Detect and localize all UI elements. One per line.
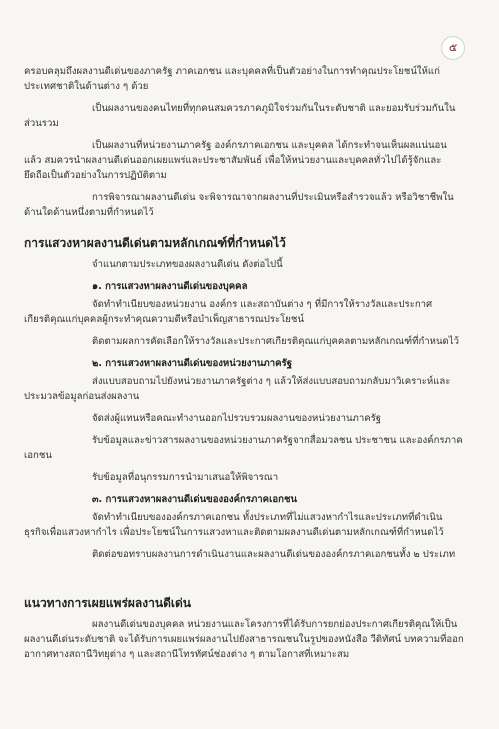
person-paragraph-2: ติดตามผลการคัดเลือกให้รางวัลและประกาศเกียรติคุณแก่บุคคลตามหลักเกณฑ์ที่กำหนดไว้ (92, 336, 459, 347)
subheading-person: ๑. การแสวงหาผลงานดีเด่นของบุคคล (92, 281, 248, 292)
dissemination-paragraph: ผลงานดีเด่นของบุคคล หน่วยงานและโครงการที่ได้รับการยกย่องประกาศเกียรติคุณให้เป็นผลงานดีเด่นระดับชาติ จะได้รับการเผยแพร่ผลงานไปยังสาธารณชนในรูปของหนังสือ วีดิทัศน์ บทความที่ออกอากาศทางสถานีวิทยุต่าง ๆ และสถานีโทรทัศน์ช่องต่าง ๆ ตามโอกาสที่เหมาะสม (24, 619, 464, 660)
spacer (24, 569, 464, 580)
top-paragraph-3: เป็นผลงานที่หน่วยงานภาครัฐ องค์กรภาคเอกชน และบุคคล ได้กระทำจนเห็นผลแน่นอนแล้ว สมควรนำผลงานดีเด่นออกเผยแพร่และประชาสัมพันธ์ เพื่อให้หน่วยงานและบุคคลทั่วไปได้รู้จักและยึดถือเป็นตัวอย่างในการปฏิบัติตาม (24, 140, 447, 181)
top-paragraph-2: เป็นผลงานของคนไทยที่ทุกคนสมควรภาคภูมิใจร่วมกันในระดับชาติ และยอมรับร่วมกันในส่วนรวม (24, 103, 456, 129)
government-paragraph-3: รับข้อมูลและข่าวสารผลงานของหน่วยงานภาครัฐจากสื่อมวลชน ประชาชน และองค์กรภาคเอกชน (24, 435, 463, 461)
section-intro: จำแนกตามประเภทของผลงานดีเด่น ดังต่อไปนี้ (92, 259, 283, 270)
subheading-private: ๓. การแสวงหาผลงานดีเด่นขององค์กรภาคเอกชน (92, 494, 298, 505)
document-content (24, 64, 464, 669)
government-paragraph-2: จัดส่งผู้แทนหรือคณะทำงานออกไปรวบรวมผลงานของหน่วยงานภาครัฐ (92, 413, 382, 424)
subheading-government: ๒. การแสวงหาผลงานดีเด่นของหน่วยงานภาครัฐ (92, 358, 293, 369)
government-paragraph-4: รับข้อมูลที่อนุกรรมการนำมาเสนอให้พิจารณา (92, 472, 279, 483)
government-paragraph-1: ส่งแบบสอบถามไปยังหน่วยงานภาครัฐต่าง ๆ แล้วให้ส่งแบบสอบถามกลับมาวิเคราะห์และประมวลข้อมูลก่อนส่งผลงาน (24, 376, 451, 402)
private-paragraph-1: จัดทำทำเนียบขององค์กรภาคเอกชน ทั้งประเภทที่ไม่แสวงหากำไรและประเภทที่ดำเนินธุรกิจเพื่อแสวงหากำไร เพื่อประโยชน์ในการแสวงหาและติดตามผลงานดีเด่นตามหลักเกณฑ์ที่กำหนดไว้ (24, 512, 444, 538)
top-paragraph-4: การพิจารณาผลงานดีเด่น จะพิจารณาจากผลงานที่ประเมินหรือสำรวจแล้ว หรือวิชาชีพในด้านใดด้านหนึ่งตามที่กำหนดไว้ (24, 192, 454, 218)
section-heading-finding: การแสวงหาผลงานดีเด่นตามหลักเกณฑ์ที่กำหนดไว้ (24, 236, 286, 250)
private-paragraph-2: ติดต่อขอทราบผลงานการดำเนินงานและผลงานดีเด่นขององค์กรภาคเอกชนทั้ง ๒ ประเภท (92, 549, 456, 560)
top-paragraph-1: ครอบคลุมถึงผลงานดีเด่นของภาครัฐ ภาคเอกชน และบุคคลที่เป็นตัวอย่างในการทำคุณประโยชน์ให้แก่ประเทศชาติในด้านต่าง ๆ ด้วย (24, 66, 440, 92)
section-heading-dissemination: แนวทางการเผยแพร่ผลงานดีเด่น (24, 596, 191, 610)
person-paragraph-1: จัดทำทำเนียบของหน่วยงาน องค์กร และสถาบันต่าง ๆ ที่มีการให้รางวัลและประกาศเกียรติคุณแก่บุคคลผู้กระทำคุณความดีหรือบำเพ็ญสาธารณประโยชน์ (24, 299, 433, 325)
page-number-badge: ๕ (441, 36, 465, 60)
